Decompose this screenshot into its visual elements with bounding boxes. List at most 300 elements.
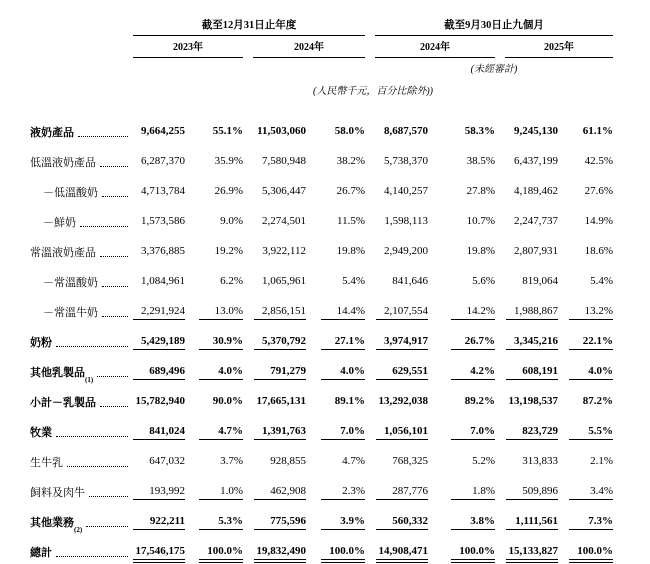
amount-value: 6,287,370 xyxy=(141,155,185,167)
amount-value: 629,551 xyxy=(376,365,428,380)
amount-value: 3,345,216 xyxy=(506,335,558,350)
percent-value: 58.0% xyxy=(334,125,365,137)
cell-percent xyxy=(185,384,243,414)
dot-leader xyxy=(56,436,128,437)
cell-amount xyxy=(365,324,428,354)
amount-value: 462,908 xyxy=(254,485,306,500)
header-year-2024-fy: 2024年 xyxy=(243,36,365,58)
dot-leader xyxy=(100,406,128,407)
table-row xyxy=(30,414,613,444)
table-row xyxy=(30,144,613,174)
row-label xyxy=(30,144,133,174)
percent-value: 100.0% xyxy=(451,545,495,560)
table-header xyxy=(30,8,613,102)
amount-value: 3,974,917 xyxy=(376,335,428,350)
table-row xyxy=(30,534,613,564)
table-row xyxy=(30,114,613,144)
cell-percent xyxy=(558,354,613,384)
percent-value: 5.5% xyxy=(569,425,613,440)
cell-amount xyxy=(133,444,185,474)
cell-amount xyxy=(133,204,185,234)
amount-value: 193,992 xyxy=(133,485,185,500)
cell-amount xyxy=(133,384,185,414)
amount-value: 9,664,255 xyxy=(141,125,185,137)
row-label-wrap: 其他乳製品 (1) xyxy=(30,367,133,380)
row-label xyxy=(30,504,133,534)
cell-percent xyxy=(558,534,613,564)
cell-percent xyxy=(185,234,243,264)
cell-percent xyxy=(306,114,365,144)
percent-value: 6.2% xyxy=(220,275,243,287)
cell-amount xyxy=(365,234,428,264)
table-row xyxy=(30,204,613,234)
percent-value: 19.8% xyxy=(466,245,495,257)
amount-value: 922,211 xyxy=(133,515,185,530)
cell-amount xyxy=(365,444,428,474)
percent-value: 26.7% xyxy=(336,185,365,197)
cell-amount xyxy=(365,174,428,204)
amount-value: 509,896 xyxy=(506,485,558,500)
percent-value: 87.2% xyxy=(582,395,613,407)
percent-value: 4.0% xyxy=(569,365,613,380)
table-row xyxy=(30,324,613,354)
row-label-wrap xyxy=(30,547,133,560)
row-label-text: 生牛乳 xyxy=(30,457,63,469)
cell-amount xyxy=(365,504,428,534)
percent-value: 5.4% xyxy=(342,275,365,287)
row-label xyxy=(30,174,133,204)
cell-percent xyxy=(558,444,613,474)
table-row xyxy=(30,294,613,324)
cell-amount xyxy=(495,144,558,174)
cell-percent xyxy=(185,324,243,354)
cell-percent xyxy=(306,264,365,294)
table-row xyxy=(30,174,613,204)
percent-value: 38.5% xyxy=(466,155,495,167)
percent-value: 35.9% xyxy=(214,155,243,167)
cell-percent xyxy=(185,474,243,504)
amount-value: 2,247,737 xyxy=(514,215,558,227)
percent-value: 11.5% xyxy=(336,215,365,227)
header-group-fy xyxy=(133,8,365,36)
amount-value: 19,832,490 xyxy=(254,545,306,560)
cell-amount xyxy=(243,414,306,444)
percent-value: 3.8% xyxy=(451,515,495,530)
percent-value: 5.3% xyxy=(199,515,243,530)
cell-amount xyxy=(495,354,558,384)
header-year-2024-9m: 2024年 xyxy=(365,36,495,58)
row-label xyxy=(30,414,133,444)
cell-amount xyxy=(243,174,306,204)
percent-value: 100.0% xyxy=(321,545,365,560)
amount-value: 775,596 xyxy=(254,515,306,530)
dot-leader xyxy=(102,316,128,317)
cell-amount xyxy=(133,504,185,534)
cell-percent xyxy=(185,534,243,564)
dot-leader xyxy=(67,466,128,467)
cell-amount xyxy=(495,414,558,444)
cell-amount xyxy=(495,504,558,534)
dot-leader xyxy=(97,376,128,377)
percent-value: 5.2% xyxy=(472,455,495,467)
table-row xyxy=(30,384,613,414)
amount-value: 5,738,370 xyxy=(384,155,428,167)
cell-percent xyxy=(185,144,243,174)
cell-percent xyxy=(428,474,495,504)
cell-amount xyxy=(243,204,306,234)
percent-value: 22.1% xyxy=(569,335,613,350)
table-row xyxy=(30,444,613,474)
cell-percent xyxy=(558,264,613,294)
cell-percent xyxy=(558,144,613,174)
percent-value: 19.8% xyxy=(336,245,365,257)
cell-amount xyxy=(243,144,306,174)
dot-leader xyxy=(102,286,128,287)
cell-amount xyxy=(243,474,306,504)
cell-amount xyxy=(495,114,558,144)
amount-value: 3,376,885 xyxy=(141,245,185,257)
cell-amount xyxy=(495,234,558,264)
row-label-wrap xyxy=(30,487,133,500)
cell-percent xyxy=(185,444,243,474)
percent-value: 27.6% xyxy=(584,185,613,197)
amount-value: 2,291,924 xyxy=(133,305,185,320)
cell-percent xyxy=(306,414,365,444)
row-label-text: －常溫酸奶 xyxy=(43,277,98,289)
percent-value: 30.9% xyxy=(199,335,243,350)
header-empty-cell xyxy=(30,58,365,80)
percent-value: 18.6% xyxy=(584,245,613,257)
row-label-text: 總計 xyxy=(30,547,52,559)
cell-amount xyxy=(365,264,428,294)
percent-value: 89.2% xyxy=(464,395,495,407)
header-unaudited-row xyxy=(30,58,613,80)
header-year-2023: 2023年 xyxy=(133,36,243,58)
cell-percent xyxy=(558,174,613,204)
header-unit-row xyxy=(30,80,613,102)
percent-value: 100.0% xyxy=(569,545,613,560)
cell-percent xyxy=(558,294,613,324)
amount-value: 1,065,961 xyxy=(262,275,306,287)
table-row xyxy=(30,354,613,384)
amount-value: 17,546,175 xyxy=(133,545,185,560)
amount-value: 791,279 xyxy=(254,365,306,380)
percent-value: 14.2% xyxy=(451,305,495,320)
cell-amount xyxy=(365,534,428,564)
table-row xyxy=(30,234,613,264)
row-label-wrap xyxy=(30,127,133,140)
percent-value: 14.9% xyxy=(584,215,613,227)
row-label-wrap xyxy=(30,337,133,350)
cell-amount xyxy=(495,534,558,564)
spacer-cell xyxy=(30,102,613,114)
header-empty-cell xyxy=(30,36,133,58)
cell-amount xyxy=(495,204,558,234)
percent-value: 26.7% xyxy=(451,335,495,350)
cell-percent xyxy=(428,204,495,234)
dot-leader xyxy=(102,196,128,197)
header-empty-cell xyxy=(30,8,133,36)
cell-amount xyxy=(243,324,306,354)
cell-percent xyxy=(306,534,365,564)
cell-percent xyxy=(428,264,495,294)
cell-percent xyxy=(558,474,613,504)
row-label xyxy=(30,474,133,504)
amount-value: 7,580,948 xyxy=(262,155,306,167)
cell-amount xyxy=(243,504,306,534)
cell-percent xyxy=(428,234,495,264)
cell-amount xyxy=(133,294,185,324)
cell-amount xyxy=(243,534,306,564)
cell-percent xyxy=(428,324,495,354)
cell-percent xyxy=(428,504,495,534)
cell-percent xyxy=(185,504,243,534)
row-label-text: 常溫液奶產品 xyxy=(30,247,96,259)
unit-note: (人民幣千元，百分比除外)) xyxy=(313,86,433,97)
cell-amount xyxy=(243,264,306,294)
percent-value: 4.0% xyxy=(199,365,243,380)
revenue-breakdown-table xyxy=(30,8,613,564)
cell-amount xyxy=(133,534,185,564)
row-label-text: 小計－乳製品 xyxy=(30,397,96,409)
cell-amount xyxy=(365,204,428,234)
row-label-wrap xyxy=(30,157,133,170)
row-label-text: 低溫液奶產品 xyxy=(30,157,96,169)
amount-value: 1,391,763 xyxy=(254,425,306,440)
cell-percent xyxy=(558,504,613,534)
dot-leader xyxy=(86,526,128,527)
table-body xyxy=(30,102,613,564)
table-row xyxy=(30,474,613,504)
cell-percent xyxy=(558,324,613,354)
row-label xyxy=(30,204,133,234)
table-row xyxy=(30,504,613,534)
cell-percent xyxy=(428,444,495,474)
amount-value: 2,107,554 xyxy=(376,305,428,320)
amount-value: 608,191 xyxy=(506,365,558,380)
percent-value: 2.3% xyxy=(321,485,365,500)
cell-amount xyxy=(365,384,428,414)
header-year-row xyxy=(30,36,613,58)
cell-amount xyxy=(133,234,185,264)
amount-value: 2,274,501 xyxy=(262,215,306,227)
row-label-wrap xyxy=(30,247,133,260)
row-label-text: －鮮奶 xyxy=(43,217,76,229)
percent-value: 19.2% xyxy=(214,245,243,257)
percent-value: 14.4% xyxy=(321,305,365,320)
row-label-text: 牧業 xyxy=(30,427,52,439)
cell-percent xyxy=(306,204,365,234)
cell-amount xyxy=(243,354,306,384)
header-group-fy-title: 截至12月31日止年度 xyxy=(133,20,365,36)
header-empty-cell xyxy=(30,80,133,102)
cell-amount xyxy=(365,114,428,144)
row-label-text: 飼料及肉牛 xyxy=(30,487,85,499)
percent-value: 4.2% xyxy=(451,365,495,380)
cell-amount xyxy=(365,294,428,324)
header-period-row xyxy=(30,8,613,36)
percent-value: 3.4% xyxy=(569,485,613,500)
cell-amount xyxy=(133,144,185,174)
amount-value: 5,306,447 xyxy=(262,185,306,197)
cell-percent xyxy=(185,114,243,144)
cell-percent xyxy=(306,294,365,324)
percent-value: 100.0% xyxy=(199,545,243,560)
amount-value: 841,024 xyxy=(133,425,185,440)
row-label xyxy=(30,294,133,324)
amount-value: 819,064 xyxy=(522,275,558,287)
amount-value: 689,496 xyxy=(133,365,185,380)
percent-value: 27.1% xyxy=(321,335,365,350)
percent-value: 3.9% xyxy=(321,515,365,530)
cell-percent xyxy=(306,174,365,204)
row-label-wrap xyxy=(30,427,133,440)
amount-value: 17,665,131 xyxy=(256,395,306,407)
cell-percent xyxy=(428,354,495,384)
row-label xyxy=(30,264,133,294)
row-label-text: －低溫酸奶 xyxy=(43,187,98,199)
percent-value: 4.7% xyxy=(199,425,243,440)
amount-value: 11,503,060 xyxy=(257,125,306,137)
percent-value: 38.2% xyxy=(336,155,365,167)
cell-percent xyxy=(306,234,365,264)
percent-value: 13.2% xyxy=(569,305,613,320)
amount-value: 647,032 xyxy=(149,455,185,467)
cell-percent xyxy=(558,414,613,444)
row-label-text: 其他業務 xyxy=(30,517,74,529)
cell-percent xyxy=(185,264,243,294)
amount-value: 823,729 xyxy=(506,425,558,440)
cell-amount xyxy=(243,294,306,324)
cell-amount xyxy=(133,414,185,444)
amount-value: 1,111,561 xyxy=(506,515,558,530)
amount-value: 1,598,113 xyxy=(384,215,428,227)
cell-amount xyxy=(495,444,558,474)
row-label-wrap xyxy=(30,307,133,320)
cell-percent xyxy=(558,204,613,234)
amount-value: 3,922,112 xyxy=(262,245,306,257)
dot-leader xyxy=(80,226,128,227)
amount-value: 15,782,940 xyxy=(135,395,185,407)
row-label-text: 其他乳製品 xyxy=(30,367,85,379)
row-label xyxy=(30,534,133,564)
unaudited-note: (未經審計) xyxy=(470,64,518,75)
amount-value: 1,056,101 xyxy=(376,425,428,440)
row-label xyxy=(30,444,133,474)
amount-value: 768,325 xyxy=(392,455,428,467)
cell-percent xyxy=(185,204,243,234)
amount-value: 560,332 xyxy=(376,515,428,530)
cell-amount xyxy=(243,114,306,144)
row-label-wrap xyxy=(30,187,133,200)
cell-percent xyxy=(185,174,243,204)
amount-value: 9,245,130 xyxy=(514,125,558,137)
row-label-wrap xyxy=(30,217,133,230)
cell-amount xyxy=(495,384,558,414)
percent-value: 58.3% xyxy=(464,125,495,137)
percent-value: 7.0% xyxy=(451,425,495,440)
cell-percent xyxy=(558,234,613,264)
cell-percent xyxy=(428,534,495,564)
row-label-wrap xyxy=(30,457,133,470)
amount-value: 313,833 xyxy=(522,455,558,467)
percent-value: 1.0% xyxy=(199,485,243,500)
percent-value: 2.1% xyxy=(590,455,613,467)
cell-percent xyxy=(306,444,365,474)
dot-leader xyxy=(56,556,128,557)
row-label-text: －常溫牛奶 xyxy=(43,307,98,319)
cell-amount xyxy=(133,174,185,204)
cell-amount xyxy=(365,144,428,174)
cell-percent xyxy=(306,384,365,414)
amount-value: 4,140,257 xyxy=(384,185,428,197)
amount-value: 5,429,189 xyxy=(133,335,185,350)
amount-value: 13,198,537 xyxy=(508,395,558,407)
amount-value: 287,776 xyxy=(376,485,428,500)
cell-percent xyxy=(306,474,365,504)
cell-percent xyxy=(306,504,365,534)
row-label xyxy=(30,114,133,144)
amount-value: 4,713,784 xyxy=(141,185,185,197)
cell-amount xyxy=(133,354,185,384)
cell-amount xyxy=(243,234,306,264)
cell-amount xyxy=(495,294,558,324)
row-label xyxy=(30,324,133,354)
amount-value: 5,370,792 xyxy=(254,335,306,350)
header-group-9m-title: 截至9月30日止九個月 xyxy=(375,20,613,36)
percent-value: 90.0% xyxy=(212,395,243,407)
amount-value: 14,908,471 xyxy=(376,545,428,560)
amount-value: 1,988,867 xyxy=(506,305,558,320)
cell-amount xyxy=(365,354,428,384)
cell-percent xyxy=(185,354,243,384)
amount-value: 841,646 xyxy=(392,275,428,287)
cell-amount xyxy=(495,324,558,354)
row-label-text: 液奶產品 xyxy=(30,127,74,139)
percent-value: 4.7% xyxy=(342,455,365,467)
cell-amount xyxy=(365,414,428,444)
amount-value: 8,687,570 xyxy=(384,125,428,137)
cell-amount xyxy=(495,174,558,204)
table-row xyxy=(30,264,613,294)
header-year-2025-9m: 2025年 xyxy=(495,36,613,58)
cell-percent xyxy=(428,294,495,324)
row-label-wrap xyxy=(30,277,133,290)
percent-value: 55.1% xyxy=(212,125,243,137)
cell-percent xyxy=(428,384,495,414)
cell-percent xyxy=(428,414,495,444)
cell-percent xyxy=(306,354,365,384)
percent-value: 61.1% xyxy=(582,125,613,137)
percent-value: 5.6% xyxy=(472,275,495,287)
cell-percent xyxy=(306,144,365,174)
cell-amount xyxy=(133,324,185,354)
cell-percent xyxy=(428,174,495,204)
row-label xyxy=(30,384,133,414)
percent-value: 26.9% xyxy=(214,185,243,197)
amount-value: 2,807,931 xyxy=(514,245,558,257)
header-group-9m xyxy=(365,8,613,36)
cell-amount xyxy=(495,474,558,504)
amount-value: 4,189,462 xyxy=(514,185,558,197)
cell-amount xyxy=(133,474,185,504)
percent-value: 10.7% xyxy=(466,215,495,227)
percent-value: 4.0% xyxy=(321,365,365,380)
percent-value: 5.4% xyxy=(590,275,613,287)
cell-percent xyxy=(185,414,243,444)
amount-value: 1,084,961 xyxy=(141,275,185,287)
percent-value: 7.3% xyxy=(569,515,613,530)
